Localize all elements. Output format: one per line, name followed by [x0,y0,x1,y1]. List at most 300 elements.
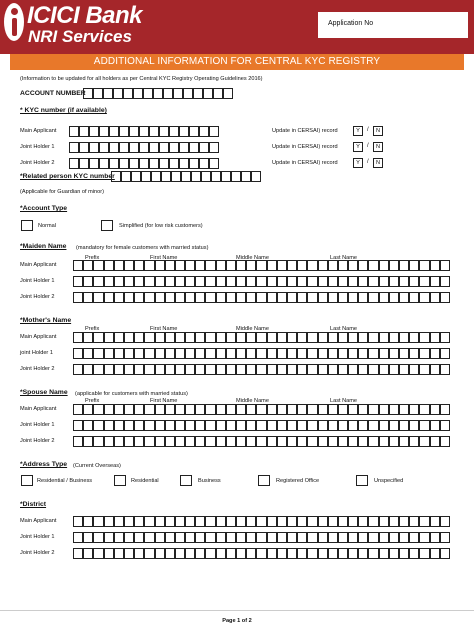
spouse-name-cell[interactable] [389,436,399,447]
account-number-cell[interactable] [83,88,93,99]
spouse-name-cell[interactable] [277,436,287,447]
maiden-name-cell[interactable] [399,260,409,271]
mother-name-cell[interactable] [93,332,103,343]
district-name-cell[interactable] [307,532,317,543]
maiden-name-cell[interactable] [175,292,185,303]
district-name-boxes[interactable] [73,516,450,527]
mother-name-cell[interactable] [338,348,348,359]
district-name-cell[interactable] [73,532,83,543]
kyc-number-cell[interactable] [69,142,79,153]
kyc-number-cell[interactable] [209,158,219,169]
district-name-cell[interactable] [430,548,440,559]
mother-name-cell[interactable] [124,332,134,343]
mother-name-cell[interactable] [236,364,246,375]
maiden-name-cell[interactable] [379,292,389,303]
kyc-number-cell[interactable] [139,142,149,153]
spouse-name-cell[interactable] [430,404,440,415]
maiden-name-cell[interactable] [185,276,195,287]
district-name-cell[interactable] [338,516,348,527]
maiden-name-cell[interactable] [205,276,215,287]
maiden-name-cell[interactable] [114,260,124,271]
mother-name-cell[interactable] [267,332,277,343]
district-name-cell[interactable] [348,516,358,527]
maiden-name-cell[interactable] [256,260,266,271]
maiden-name-cell[interactable] [318,260,328,271]
mother-name-cell[interactable] [328,332,338,343]
maiden-name-cell[interactable] [318,276,328,287]
spouse-name-cell[interactable] [358,420,368,431]
mother-name-cell[interactable] [246,364,256,375]
spouse-name-cell[interactable] [226,404,236,415]
maiden-name-cell[interactable] [246,260,256,271]
maiden-name-cell[interactable] [205,260,215,271]
spouse-name-cell[interactable] [379,404,389,415]
district-name-cell[interactable] [419,532,429,543]
mother-name-cell[interactable] [277,348,287,359]
related-kyc-cell[interactable] [171,171,181,182]
mother-name-cell[interactable] [358,332,368,343]
kyc-number-cell[interactable] [139,158,149,169]
maiden-name-cell[interactable] [104,260,114,271]
district-name-cell[interactable] [93,516,103,527]
kyc-number-cell[interactable] [209,142,219,153]
district-name-cell[interactable] [440,532,450,543]
mother-name-cell[interactable] [256,332,266,343]
maiden-name-cell[interactable] [73,260,83,271]
maiden-name-cell[interactable] [165,276,175,287]
maiden-name-cell[interactable] [440,260,450,271]
district-name-cell[interactable] [134,548,144,559]
maiden-name-cell[interactable] [379,276,389,287]
spouse-name-cell[interactable] [389,404,399,415]
spouse-name-cell[interactable] [205,436,215,447]
spouse-name-cell[interactable] [175,404,185,415]
district-name-cell[interactable] [144,548,154,559]
spouse-name-cell[interactable] [205,404,215,415]
district-name-cell[interactable] [195,548,205,559]
spouse-name-cell[interactable] [338,436,348,447]
district-name-cell[interactable] [246,516,256,527]
mother-name-cell[interactable] [399,332,409,343]
district-name-cell[interactable] [216,548,226,559]
district-name-cell[interactable] [409,548,419,559]
spouse-name-cell[interactable] [440,404,450,415]
mother-name-cell[interactable] [195,332,205,343]
address-type-option-checkbox[interactable] [114,475,126,486]
maiden-name-cell[interactable] [155,260,165,271]
district-name-cell[interactable] [93,532,103,543]
kyc-number-cell[interactable] [129,126,139,137]
mother-name-cell[interactable] [379,348,389,359]
district-name-cell[interactable] [409,532,419,543]
mother-name-cell[interactable] [297,332,307,343]
spouse-name-cell[interactable] [114,420,124,431]
district-name-cell[interactable] [205,548,215,559]
account-number-cell[interactable] [183,88,193,99]
spouse-name-cell[interactable] [440,420,450,431]
spouse-name-cell[interactable] [134,436,144,447]
district-name-cell[interactable] [379,516,389,527]
district-name-cell[interactable] [318,548,328,559]
kyc-number-cell[interactable] [99,158,109,169]
mother-name-cell[interactable] [185,332,195,343]
maiden-name-cell[interactable] [246,276,256,287]
related-kyc-cell[interactable] [221,171,231,182]
spouse-name-cell[interactable] [297,404,307,415]
maiden-name-cell[interactable] [185,260,195,271]
mother-name-cell[interactable] [175,364,185,375]
related-kyc-cell[interactable] [201,171,211,182]
district-name-cell[interactable] [104,548,114,559]
related-kyc-cell[interactable] [211,171,221,182]
district-name-cell[interactable] [73,516,83,527]
spouse-name-cell[interactable] [104,436,114,447]
spouse-name-cell[interactable] [368,436,378,447]
maiden-name-cell[interactable] [216,260,226,271]
mother-name-cell[interactable] [338,364,348,375]
mother-name-cell[interactable] [246,348,256,359]
maiden-name-cell[interactable] [328,276,338,287]
maiden-name-cell[interactable] [246,292,256,303]
maiden-name-cell[interactable] [114,292,124,303]
district-name-cell[interactable] [185,516,195,527]
account-number-boxes[interactable] [83,88,233,99]
mother-name-cell[interactable] [379,364,389,375]
spouse-name-cell[interactable] [216,420,226,431]
mother-name-cell[interactable] [267,348,277,359]
mother-name-cell[interactable] [185,364,195,375]
kyc-number-cell[interactable] [119,142,129,153]
spouse-name-cell[interactable] [338,404,348,415]
district-name-cell[interactable] [124,532,134,543]
account-number-cell[interactable] [193,88,203,99]
mother-name-cell[interactable] [134,332,144,343]
spouse-name-cell[interactable] [328,420,338,431]
kyc-number-cell[interactable] [199,142,209,153]
spouse-name-cell[interactable] [236,404,246,415]
spouse-name-cell[interactable] [267,420,277,431]
kyc-number-cell[interactable] [89,126,99,137]
mother-name-cell[interactable] [73,348,83,359]
maiden-name-cell[interactable] [379,260,389,271]
district-name-cell[interactable] [338,532,348,543]
mother-name-cell[interactable] [277,364,287,375]
mother-name-cell[interactable] [277,332,287,343]
district-name-boxes[interactable] [73,532,450,543]
account-number-cell[interactable] [113,88,123,99]
maiden-name-cell[interactable] [134,276,144,287]
maiden-name-cell[interactable] [134,292,144,303]
account-type-simplified-checkbox[interactable] [101,220,113,231]
mother-name-cell[interactable] [226,364,236,375]
maiden-name-boxes[interactable] [73,292,450,303]
mother-name-cell[interactable] [195,348,205,359]
spouse-name-cell[interactable] [267,404,277,415]
spouse-name-cell[interactable] [307,404,317,415]
maiden-name-cell[interactable] [430,292,440,303]
district-name-cell[interactable] [134,516,144,527]
district-name-cell[interactable] [389,548,399,559]
maiden-name-cell[interactable] [409,260,419,271]
district-name-cell[interactable] [287,516,297,527]
district-name-cell[interactable] [297,516,307,527]
spouse-name-cell[interactable] [144,420,154,431]
maiden-name-cell[interactable] [195,276,205,287]
spouse-name-cell[interactable] [134,404,144,415]
account-type-normal-checkbox[interactable] [21,220,33,231]
maiden-name-cell[interactable] [318,292,328,303]
maiden-name-cell[interactable] [205,292,215,303]
kyc-number-boxes[interactable] [69,158,219,169]
spouse-name-cell[interactable] [83,404,93,415]
related-kyc-cell[interactable] [131,171,141,182]
spouse-name-cell[interactable] [328,404,338,415]
spouse-name-boxes[interactable] [73,404,450,415]
district-name-cell[interactable] [165,516,175,527]
district-name-cell[interactable] [368,548,378,559]
district-name-cell[interactable] [287,532,297,543]
district-name-cell[interactable] [368,532,378,543]
maiden-name-cell[interactable] [83,260,93,271]
district-name-cell[interactable] [419,548,429,559]
related-kyc-cell[interactable] [181,171,191,182]
spouse-name-cell[interactable] [134,420,144,431]
kyc-number-cell[interactable] [69,158,79,169]
mother-name-cell[interactable] [348,364,358,375]
spouse-name-cell[interactable] [348,436,358,447]
mother-name-cell[interactable] [155,364,165,375]
mother-name-cell[interactable] [379,332,389,343]
mother-name-cell[interactable] [409,364,419,375]
mother-name-cell[interactable] [175,348,185,359]
kyc-number-cell[interactable] [119,158,129,169]
maiden-name-cell[interactable] [419,260,429,271]
maiden-name-cell[interactable] [104,276,114,287]
mother-name-cell[interactable] [328,348,338,359]
maiden-name-cell[interactable] [165,292,175,303]
maiden-name-cell[interactable] [358,292,368,303]
spouse-name-cell[interactable] [226,420,236,431]
district-name-cell[interactable] [297,548,307,559]
district-name-cell[interactable] [246,548,256,559]
spouse-name-cell[interactable] [318,404,328,415]
account-number-cell[interactable] [203,88,213,99]
related-kyc-cell[interactable] [141,171,151,182]
maiden-name-cell[interactable] [389,260,399,271]
spouse-name-boxes[interactable] [73,420,450,431]
mother-name-cell[interactable] [185,348,195,359]
district-name-cell[interactable] [226,532,236,543]
mother-name-cell[interactable] [318,348,328,359]
district-name-cell[interactable] [297,532,307,543]
maiden-name-cell[interactable] [124,292,134,303]
mother-name-cell[interactable] [83,348,93,359]
district-name-cell[interactable] [175,532,185,543]
spouse-name-cell[interactable] [114,404,124,415]
district-name-cell[interactable] [358,516,368,527]
mother-name-cell[interactable] [409,332,419,343]
spouse-name-cell[interactable] [124,420,134,431]
district-name-cell[interactable] [430,532,440,543]
mother-name-cell[interactable] [389,348,399,359]
spouse-name-cell[interactable] [399,420,409,431]
maiden-name-cell[interactable] [287,276,297,287]
spouse-name-cell[interactable] [246,420,256,431]
district-name-cell[interactable] [114,548,124,559]
kyc-number-cell[interactable] [189,158,199,169]
district-name-cell[interactable] [134,532,144,543]
cersai-yes-option[interactable]: Y [353,158,363,168]
account-number-cell[interactable] [153,88,163,99]
maiden-name-cell[interactable] [348,276,358,287]
district-name-cell[interactable] [256,548,266,559]
kyc-number-cell[interactable] [79,158,89,169]
kyc-number-cell[interactable] [79,142,89,153]
spouse-name-cell[interactable] [144,404,154,415]
kyc-number-cell[interactable] [149,126,159,137]
spouse-name-cell[interactable] [124,436,134,447]
mother-name-cell[interactable] [144,348,154,359]
district-name-cell[interactable] [205,532,215,543]
spouse-name-cell[interactable] [73,404,83,415]
related-kyc-cell[interactable] [121,171,131,182]
mother-name-cell[interactable] [216,364,226,375]
spouse-name-cell[interactable] [440,436,450,447]
district-name-cell[interactable] [419,516,429,527]
district-name-cell[interactable] [318,532,328,543]
spouse-name-cell[interactable] [93,404,103,415]
maiden-name-cell[interactable] [297,276,307,287]
mother-name-cell[interactable] [338,332,348,343]
spouse-name-cell[interactable] [379,436,389,447]
mother-name-cell[interactable] [93,348,103,359]
spouse-name-cell[interactable] [348,420,358,431]
spouse-name-cell[interactable] [287,436,297,447]
spouse-name-cell[interactable] [297,420,307,431]
kyc-number-cell[interactable] [159,126,169,137]
mother-name-cell[interactable] [226,348,236,359]
district-name-cell[interactable] [144,516,154,527]
spouse-name-cell[interactable] [287,404,297,415]
spouse-name-cell[interactable] [267,436,277,447]
mother-name-cell[interactable] [419,348,429,359]
kyc-number-cell[interactable] [99,142,109,153]
spouse-name-cell[interactable] [216,404,226,415]
district-name-cell[interactable] [267,516,277,527]
mother-name-cell[interactable] [195,364,205,375]
maiden-name-cell[interactable] [236,292,246,303]
mother-name-boxes[interactable] [73,332,450,343]
kyc-number-cell[interactable] [169,158,179,169]
mother-name-cell[interactable] [440,332,450,343]
kyc-number-cell[interactable] [79,126,89,137]
district-name-cell[interactable] [430,516,440,527]
kyc-number-cell[interactable] [109,142,119,153]
spouse-name-cell[interactable] [165,420,175,431]
maiden-name-cell[interactable] [73,292,83,303]
mother-name-cell[interactable] [165,348,175,359]
mother-name-cell[interactable] [93,364,103,375]
maiden-name-cell[interactable] [267,276,277,287]
maiden-name-cell[interactable] [155,276,165,287]
maiden-name-cell[interactable] [409,276,419,287]
spouse-name-cell[interactable] [368,404,378,415]
spouse-name-cell[interactable] [256,420,266,431]
address-type-option-checkbox[interactable] [356,475,368,486]
cersai-yes-option[interactable]: Y [353,142,363,152]
district-name-cell[interactable] [124,548,134,559]
maiden-name-cell[interactable] [165,260,175,271]
mother-name-cell[interactable] [348,348,358,359]
maiden-name-cell[interactable] [297,260,307,271]
spouse-name-cell[interactable] [430,420,440,431]
maiden-name-cell[interactable] [409,292,419,303]
spouse-name-cell[interactable] [277,420,287,431]
spouse-name-cell[interactable] [419,436,429,447]
spouse-name-cell[interactable] [246,404,256,415]
mother-name-cell[interactable] [297,364,307,375]
spouse-name-cell[interactable] [399,436,409,447]
district-name-cell[interactable] [440,516,450,527]
maiden-name-cell[interactable] [226,292,236,303]
spouse-name-cell[interactable] [256,404,266,415]
district-name-cell[interactable] [165,548,175,559]
maiden-name-cell[interactable] [195,292,205,303]
district-name-cell[interactable] [358,532,368,543]
mother-name-cell[interactable] [246,332,256,343]
district-name-cell[interactable] [348,548,358,559]
mother-name-boxes[interactable] [73,364,450,375]
related-kyc-cell[interactable] [241,171,251,182]
maiden-name-cell[interactable] [399,276,409,287]
district-name-cell[interactable] [307,516,317,527]
district-name-cell[interactable] [379,532,389,543]
account-number-cell[interactable] [133,88,143,99]
district-name-cell[interactable] [104,532,114,543]
spouse-name-boxes[interactable] [73,436,450,447]
maiden-name-cell[interactable] [368,292,378,303]
spouse-name-cell[interactable] [379,420,389,431]
maiden-name-cell[interactable] [287,260,297,271]
mother-name-cell[interactable] [165,332,175,343]
cersai-no-option[interactable]: N [373,142,383,152]
district-name-cell[interactable] [277,516,287,527]
district-name-cell[interactable] [389,532,399,543]
district-name-cell[interactable] [277,532,287,543]
spouse-name-cell[interactable] [348,404,358,415]
address-type-option-checkbox[interactable] [180,475,192,486]
maiden-name-cell[interactable] [338,276,348,287]
mother-name-cell[interactable] [134,364,144,375]
district-name-cell[interactable] [256,532,266,543]
spouse-name-cell[interactable] [155,404,165,415]
mother-name-cell[interactable] [104,348,114,359]
mother-name-cell[interactable] [144,332,154,343]
mother-name-cell[interactable] [348,332,358,343]
spouse-name-cell[interactable] [175,436,185,447]
spouse-name-cell[interactable] [287,420,297,431]
spouse-name-cell[interactable] [277,404,287,415]
district-name-cell[interactable] [409,516,419,527]
kyc-number-cell[interactable] [199,158,209,169]
mother-name-cell[interactable] [256,364,266,375]
maiden-name-cell[interactable] [236,276,246,287]
district-name-cell[interactable] [226,516,236,527]
district-name-cell[interactable] [287,548,297,559]
kyc-number-cell[interactable] [179,142,189,153]
mother-name-cell[interactable] [134,348,144,359]
spouse-name-cell[interactable] [104,420,114,431]
